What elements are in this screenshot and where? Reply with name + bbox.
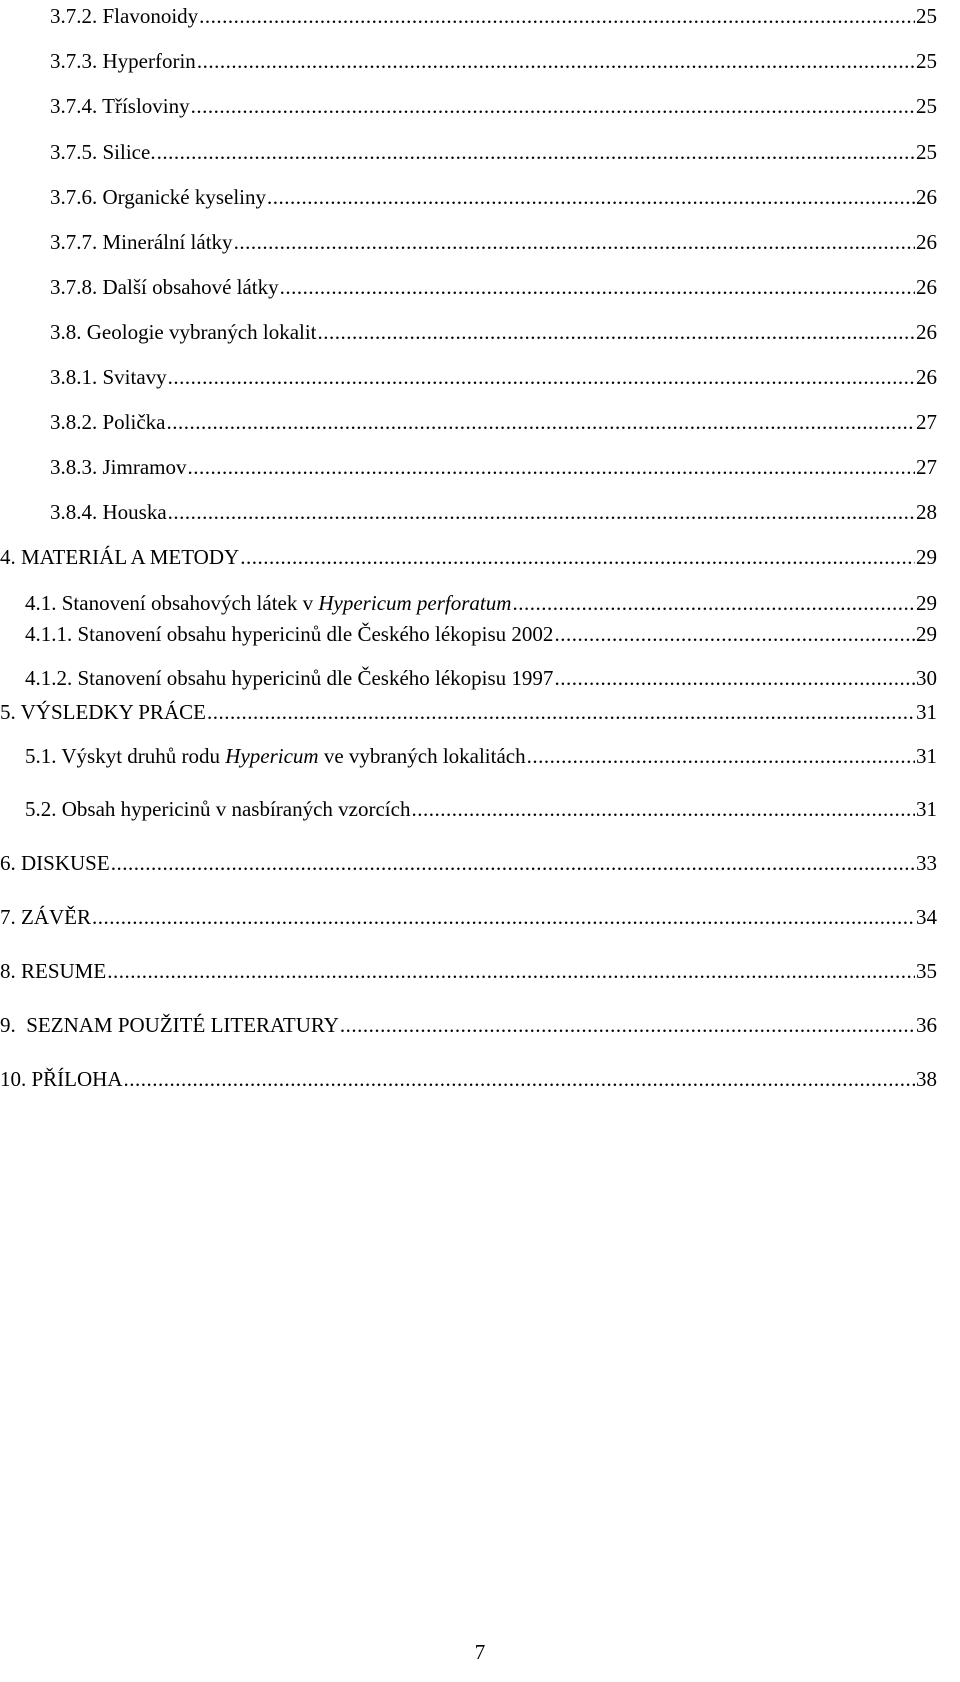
toc-page-number: 26 — [916, 275, 937, 299]
toc-page-number: 29 — [916, 591, 937, 615]
toc-dot-leader — [554, 666, 915, 690]
toc-entry-title: 3.7.8. Další obsahové látky — [50, 275, 279, 299]
toc-entry-title: 5. VÝSLEDKY PRÁCE — [0, 700, 206, 724]
toc-entry[interactable] — [25, 666, 937, 690]
toc-entry[interactable] — [0, 1013, 937, 1037]
toc-dot-leader — [527, 744, 915, 768]
toc-dot-leader — [167, 410, 916, 434]
toc-page-number: 25 — [916, 4, 937, 28]
toc-entry[interactable] — [50, 455, 937, 479]
toc-entry-title: 3.7.2. Flavonoidy — [50, 4, 199, 28]
toc-dot-leader — [168, 365, 915, 389]
toc-dot-leader — [207, 700, 915, 724]
toc-entry-title: 3.8.1. Svitavy — [50, 365, 167, 389]
toc-entry[interactable] — [50, 320, 937, 344]
toc-page-number: 25 — [916, 140, 937, 164]
toc-entry[interactable] — [50, 275, 937, 299]
toc-entry[interactable] — [25, 744, 937, 768]
toc-entry[interactable] — [0, 959, 937, 983]
toc-entry[interactable] — [25, 591, 937, 615]
toc-page-number: 29 — [916, 622, 937, 646]
toc-entry[interactable] — [25, 797, 937, 821]
toc-page-number: 31 — [916, 700, 937, 724]
toc-entry[interactable] — [0, 851, 937, 875]
toc-entry[interactable] — [50, 185, 937, 209]
toc-page-number: 33 — [916, 851, 937, 875]
toc-entry[interactable] — [50, 500, 937, 524]
toc-entry[interactable] — [50, 49, 937, 73]
toc-entry-title: 4.1.2. Stanovení obsahu hypericinů dle Českého lékopisu 1997 — [25, 666, 554, 690]
toc-entry-title: 3.7.3. Hyperforin — [50, 49, 196, 73]
toc-entry-title: 5.1. Výskyt druhů rodu Hypericum ve vybraných lokalitách — [25, 744, 526, 768]
toc-dot-leader — [512, 591, 915, 615]
toc-page-number: 36 — [916, 1013, 937, 1037]
toc-dot-leader — [107, 959, 915, 983]
toc-entry-title: 3.8.3. Jimramov — [50, 455, 187, 479]
toc-entry[interactable] — [50, 140, 937, 164]
toc-page-number: 26 — [916, 185, 937, 209]
toc-entry-title: 3.7.6. Organické kyseliny — [50, 185, 266, 209]
toc-page-number: 26 — [916, 320, 937, 344]
toc-page-number: 38 — [916, 1067, 937, 1091]
toc-dot-leader — [340, 1013, 915, 1037]
toc-entry-title: 3.8. Geologie vybraných lokalit — [50, 320, 317, 344]
toc-dot-leader — [554, 622, 915, 646]
toc-dot-leader — [188, 455, 916, 479]
toc-dot-leader — [92, 905, 915, 929]
toc-dot-leader — [168, 500, 915, 524]
toc-page-number: 27 — [916, 410, 937, 434]
toc-entry-title: 8. RESUME — [0, 959, 107, 983]
toc-dot-leader — [197, 49, 915, 73]
toc-entry-title: 7. ZÁVĚR — [0, 905, 91, 929]
toc-page-number: 26 — [916, 365, 937, 389]
toc-entry-title: 3.7.7. Minerální látky — [50, 230, 233, 254]
toc-entry[interactable] — [50, 4, 937, 28]
toc-entry-title: 3.7.4. Třísloviny — [50, 94, 190, 118]
toc-page-number: 25 — [916, 94, 937, 118]
toc-entry[interactable] — [50, 94, 937, 118]
toc-entry[interactable] — [50, 410, 937, 434]
toc-page-number: 30 — [916, 666, 937, 690]
toc-entry[interactable] — [50, 365, 937, 389]
toc-entry-title: 6. DISKUSE — [0, 851, 110, 875]
toc-entry[interactable] — [0, 700, 937, 724]
toc-entry-title: 4.1.1. Stanovení obsahu hypericinů dle Českého lékopisu 2002 — [25, 622, 554, 646]
toc-page-number: 34 — [916, 905, 937, 929]
toc-entry[interactable] — [0, 1067, 937, 1091]
toc-entry-title: 10. PŘÍLOHA — [0, 1067, 123, 1091]
toc-dot-leader — [234, 230, 915, 254]
toc-dot-leader — [240, 545, 915, 569]
page-number: 7 — [474, 1640, 486, 1664]
toc-entry[interactable] — [0, 545, 937, 569]
toc-entry-title: 4.1. Stanovení obsahových látek v Hypericum perforatum — [25, 591, 512, 615]
toc-page-number: 35 — [916, 959, 937, 983]
toc-dot-leader — [280, 275, 915, 299]
toc-entry-title: 3.8.4. Houska — [50, 500, 167, 524]
toc-dot-leader — [191, 94, 915, 118]
toc-entry-title: 3.8.2. Polička — [50, 410, 166, 434]
toc-page-number: 26 — [916, 230, 937, 254]
toc-entry[interactable] — [25, 622, 937, 646]
toc-entry-title: 3.7.5. Silice. — [50, 140, 156, 164]
toc-page-number: 28 — [916, 500, 937, 524]
toc-dot-leader — [111, 851, 915, 875]
toc-entry-title: 5.2. Obsah hypericinů v nasbíraných vzorcích — [25, 797, 411, 821]
toc-page-number: 25 — [916, 49, 937, 73]
toc-page-number: 31 — [916, 744, 937, 768]
toc-entry[interactable] — [0, 905, 937, 929]
toc-dot-leader — [411, 797, 915, 821]
toc-dot-leader — [318, 320, 915, 344]
toc-dot-leader — [267, 185, 915, 209]
toc-page-number: 31 — [916, 797, 937, 821]
toc-dot-leader — [199, 4, 915, 28]
toc-entry-title: 4. MATERIÁL A METODY — [0, 545, 240, 569]
toc-page-number: 27 — [916, 455, 937, 479]
toc-dot-leader — [157, 140, 915, 164]
toc-entry[interactable] — [50, 230, 937, 254]
toc-entry-title: 9. SEZNAM POUŽITÉ LITERATURY — [0, 1013, 339, 1037]
toc-page-number: 29 — [916, 545, 937, 569]
toc-dot-leader — [124, 1067, 915, 1091]
